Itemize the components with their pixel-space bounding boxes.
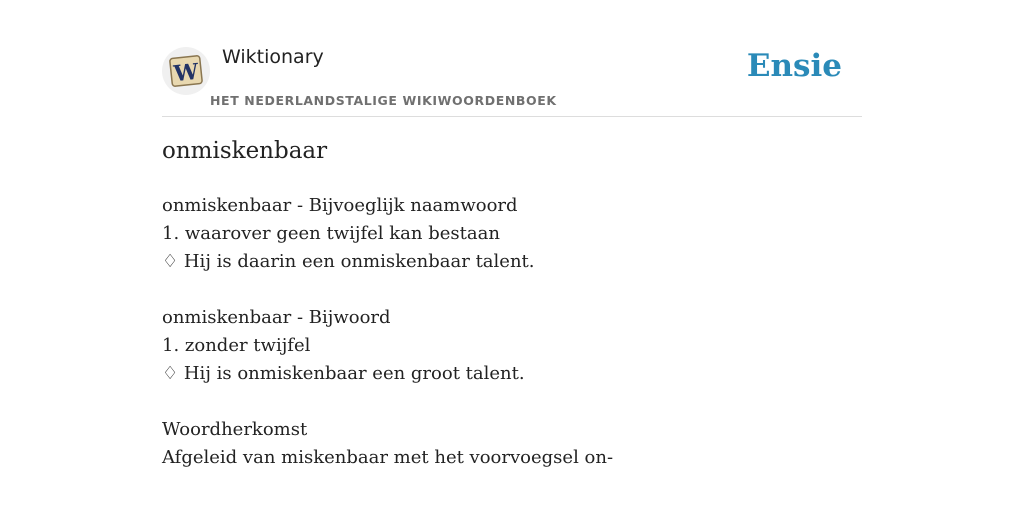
section-heading: onmiskenbaar - Bijwoord	[162, 307, 391, 328]
site-header	[162, 44, 862, 117]
entry-section	[162, 192, 862, 276]
ensie-brand-link[interactable]: Ensie	[746, 48, 842, 84]
etymology-text: Afgeleid van miskenbaar met het voorvoegsel on-	[162, 447, 614, 468]
etymology-heading: Woordherkomst	[162, 419, 308, 440]
section-heading: onmiskenbaar - Bijvoeglijk naamwoord	[162, 195, 518, 216]
section-spacer	[162, 276, 862, 304]
site-title[interactable]: Wiktionary	[222, 46, 324, 68]
example-sentence: ♢ Hij is onmiskenbaar een groot talent.	[162, 363, 525, 384]
site-subtitle: HET NEDERLANDSTALIGE WIKIWOORDENBOEK	[210, 93, 557, 108]
example-sentence: ♢ Hij is daarin een onmiskenbaar talent.	[162, 251, 535, 272]
etymology-section	[162, 416, 862, 472]
entry-content	[162, 192, 862, 472]
section-spacer	[162, 388, 862, 416]
wiktionary-logo[interactable]	[162, 47, 210, 95]
wiktionary-w-icon	[168, 53, 204, 89]
entry-section	[162, 304, 862, 388]
svg-text:W: W	[172, 58, 200, 88]
definition: 1. zonder twijfel	[162, 335, 311, 356]
page-title: onmiskenbaar	[162, 138, 328, 164]
definition: 1. waarover geen twijfel kan bestaan	[162, 223, 500, 244]
